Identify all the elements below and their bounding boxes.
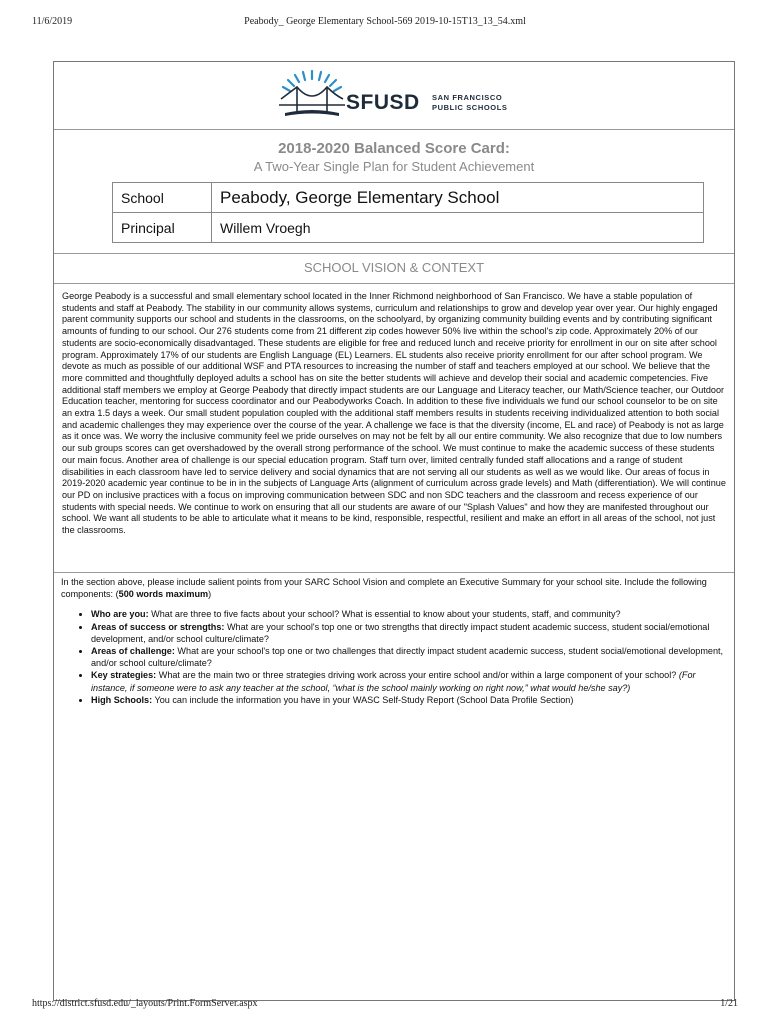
title-block (54, 130, 734, 182)
principal-row (113, 213, 704, 243)
list-item (91, 621, 727, 645)
component-list (61, 608, 727, 706)
item-example: (For instance, if someone were to ask any teacher at the school, “what is the school mainly working on right now,” what would he/she say?) (91, 670, 696, 693)
school-info-table (112, 182, 704, 243)
logo-subtitle-line2: PUBLIC SCHOOLS (432, 102, 508, 112)
section-heading-vision: SCHOOL VISION & CONTEXT (54, 253, 734, 284)
principal-label: Principal (113, 213, 212, 243)
sfusd-logo (279, 69, 519, 124)
print-header (32, 16, 738, 30)
print-footer (32, 998, 738, 1012)
print-url: https://district.sfusd.edu/_layouts/Print.FormServer.aspx (32, 998, 258, 1009)
paren-close: ) (208, 589, 212, 600)
item-heading: Who are you: (91, 609, 149, 620)
page-number: 1/21 (720, 998, 738, 1009)
item-text: What are the main two or three strategies driving work across your entire school and/or within a large component of your school? (156, 670, 679, 681)
item-heading: Areas of challenge: (91, 646, 175, 657)
list-item (91, 645, 727, 669)
word-limit: 500 words maximum (118, 589, 209, 600)
instructions-intro (61, 576, 727, 600)
page-title: 2018-2020 Balanced Score Card: (278, 140, 510, 157)
school-label: School (113, 183, 212, 213)
school-row (113, 183, 704, 213)
item-heading: Key strategies: (91, 670, 157, 681)
logo-wordmark: SFUSD (346, 91, 420, 114)
list-item (91, 694, 727, 706)
item-text: You can include the information you have in your WASC Self-Study Report (School Data Profile Section) (152, 694, 574, 705)
instructions (54, 574, 734, 706)
golden-gate-bridge-logo-icon (279, 69, 345, 124)
logo-row (54, 62, 734, 130)
print-doc-title: Peabody_ George Elementary School-569 2019-10-15T13_13_54.xml (244, 16, 526, 27)
list-item (91, 608, 727, 620)
scorecard-form (53, 61, 735, 1001)
item-heading: High Schools: (91, 694, 153, 705)
paren-open: ( (113, 589, 119, 600)
item-text: What are your school's top one or two challenges that directly impact student academic success, student social/emotional development, and/or school culture/climate? (91, 646, 724, 669)
logo-subtitle-line1: SAN FRANCISCO (432, 93, 503, 102)
item-text: What are three to five facts about your school? What is essential to know about your students, staff, and community? (148, 609, 621, 620)
instructions-intro-text: In the section above, please include salient points from your SARC School Vision and complete an Executive Summary for your school site. Include the following components: (61, 577, 707, 600)
list-item (91, 669, 727, 693)
school-name: Peabody, George Elementary School (212, 183, 704, 213)
logo-subtitle (432, 93, 508, 112)
principal-name: Willem Vroegh (212, 213, 704, 243)
item-heading: Areas of success or strengths: (91, 621, 225, 632)
page-subtitle: A Two-Year Single Plan for Student Achievement (253, 159, 535, 174)
item-text: What are your school's top one or two strengths that directly impact student academic success, student social/emotional development, and/or school culture/climate? (91, 621, 710, 644)
vision-text-field[interactable]: George Peabody is a successful and small elementary school located in the Inner Richmond neighborhood of San Francisco. We have a stable population of students and staff at Peabody. The stability in our community allows systems, curriculum and relationships to grow and develop year over year. Our highly engaged parent community supports our school and students in the classrooms, on the schoolyard, by organizing community building events and by contributing significant amounts of funding to our school. Our 276 students come from 21 different zip codes however 50% live within the school's zip code. Approximately 20% of our students are socio-economically disadvantaged. These students are eligible for free and reduced lunch and receive priority for enrollment in our on site after school program. Approximately 17% of our students are English Language (EL) Learners. EL students also receive priority enrollment for our after school program. We devote as much as possible of our additional WSF and PTA resources to increasing the number of staff and teachers employed at our school. We believe that the more committed and thoughtfully deployed adults a school has on site the better students will achieve and develop their social and academic competencies. Five additional staff members we employ at George Peabody that directly impact students are our Language and Literacy teacher, our Math/Science teacher, our Outdoor Education teacher, mentoring for success coordinator and our Peabodyworks Coach. In addition to these five individuals we fund our school counselor to be on site an extra 1.5 days a week. Our small student population coupled with the additional staff members results in students receiving individualized attention to both social and academic challenges they may experience over the course of the year. A challenge we face is that the diversity (income, EL and race) of Peabody is not as large as it once was. We worry the inclusive community feel we pride ourselves on may not be felt by all our entire community. We also recognize that due to low numbers our sub groups scores can get overshadowed by the overall strong performance of the school. We must continue to make the academic success of these students our main focus. Another area of challenge is our special education program. Staff turn over, limited centrally funded staff allocations and a range of student disabilities in each classroom have led to service delivery and social dynamics that are not serving all our students as well as we would like. Our areas of focus in 2019-2020 academic year continue to be in in the subjects of Language Arts (alignment of curriculum across grade levels) and Math (differentiation). We will continue our PD on inclusive practices with a focus on improving communication between SDC and non SDC teachers and the classroom and recess experience of our students with special needs. We continue to work on ensuring that all our students are aware of our "Splash Values" and how they are manifested throughout our school. We want all students to be able to articulate what it means to be kind, responsible, respectful, resilient and make an effort in all areas of the school, not just the classrooms. (54, 283, 734, 573)
print-date: 11/6/2019 (32, 16, 73, 27)
